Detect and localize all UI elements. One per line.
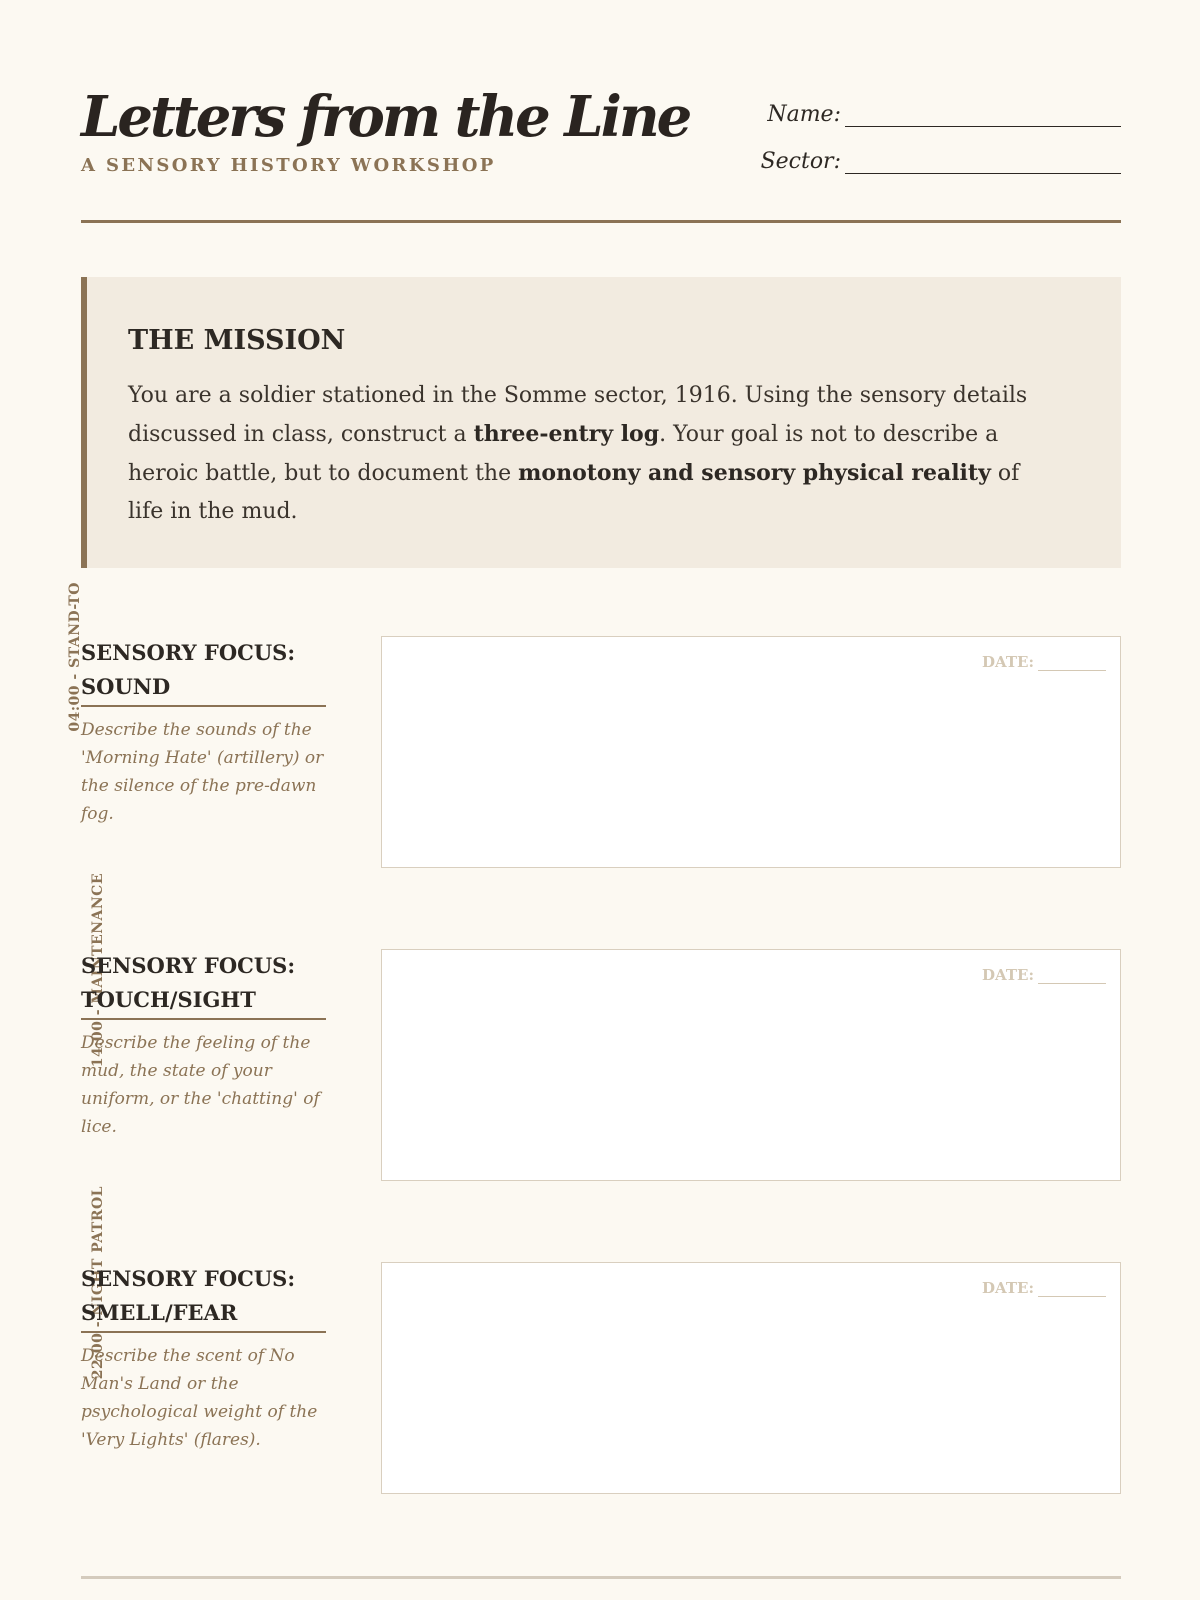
mission-panel	[81, 277, 1121, 568]
entry-writing-box[interactable]	[381, 1262, 1121, 1494]
date-label: DATE:	[982, 653, 1034, 671]
date-field[interactable]	[982, 1279, 1106, 1297]
sensory-focus-title: SENSORY FOCUS: TOUCH/SIGHT	[81, 949, 326, 1020]
footer-divider	[81, 1576, 1121, 1579]
sensory-focus-prompt: Describe the feeling of the mud, the state of your uniform, or the 'chatting' of lice.	[81, 1033, 320, 1137]
mission-text-part-2: . Your goal is not to describe a heroic battle, but to document the	[128, 422, 999, 486]
mission-text-part-3: of life in the mud.	[128, 461, 1020, 524]
entry-writing-box[interactable]	[381, 949, 1121, 1181]
mission-title: THE MISSION	[128, 325, 346, 356]
date-input-line[interactable]	[1038, 1280, 1106, 1297]
entry-writing-box[interactable]	[381, 636, 1121, 868]
date-input-line[interactable]	[1038, 967, 1106, 984]
sector-field[interactable]	[761, 147, 1121, 174]
worksheet-title: Letters from the Line	[81, 84, 690, 150]
entry-time-label: 14:00 - MAINTENANCE	[90, 873, 106, 1068]
name-label: Name:	[767, 102, 841, 127]
entry-time-label: 04:00 - STAND-TO	[67, 582, 83, 732]
sector-input-line[interactable]	[845, 147, 1121, 174]
header-divider	[81, 220, 1121, 223]
entry-time-label: 22:00 - NIGHT PATROL	[90, 1186, 106, 1380]
name-field[interactable]	[767, 100, 1121, 127]
mission-bold-entry-log: three-entry log	[473, 421, 660, 447]
name-input-line[interactable]	[845, 100, 1121, 127]
sensory-focus-title: SENSORY FOCUS: SOUND	[81, 636, 326, 707]
worksheet-subtitle: A SENSORY HISTORY WORKSHOP	[81, 155, 496, 176]
mission-bold-monotony: monotony and sensory physical reality	[518, 460, 991, 486]
sector-label: Sector:	[760, 149, 841, 174]
sensory-focus-prompt: Describe the scent of No Man's Land or the psychological weight of the 'Very Lights' (flares).	[81, 1346, 318, 1450]
worksheet-page	[67, 0, 1121, 1600]
mission-text	[128, 377, 1058, 531]
date-input-line[interactable]	[1038, 654, 1106, 671]
date-field[interactable]	[982, 653, 1106, 671]
date-field[interactable]	[982, 966, 1106, 984]
mission-text-part-1: You are a soldier stationed in the Somme sector, 1916. Using the sensory details discussed in class, construct a	[128, 383, 1028, 447]
date-label: DATE:	[982, 1279, 1034, 1297]
sensory-focus-title: SENSORY FOCUS: SMELL/FEAR	[81, 1262, 326, 1333]
date-label: DATE:	[982, 966, 1034, 984]
sensory-focus-prompt: Describe the sounds of the 'Morning Hate' (artillery) or the silence of the pre-dawn fog.	[81, 720, 324, 824]
